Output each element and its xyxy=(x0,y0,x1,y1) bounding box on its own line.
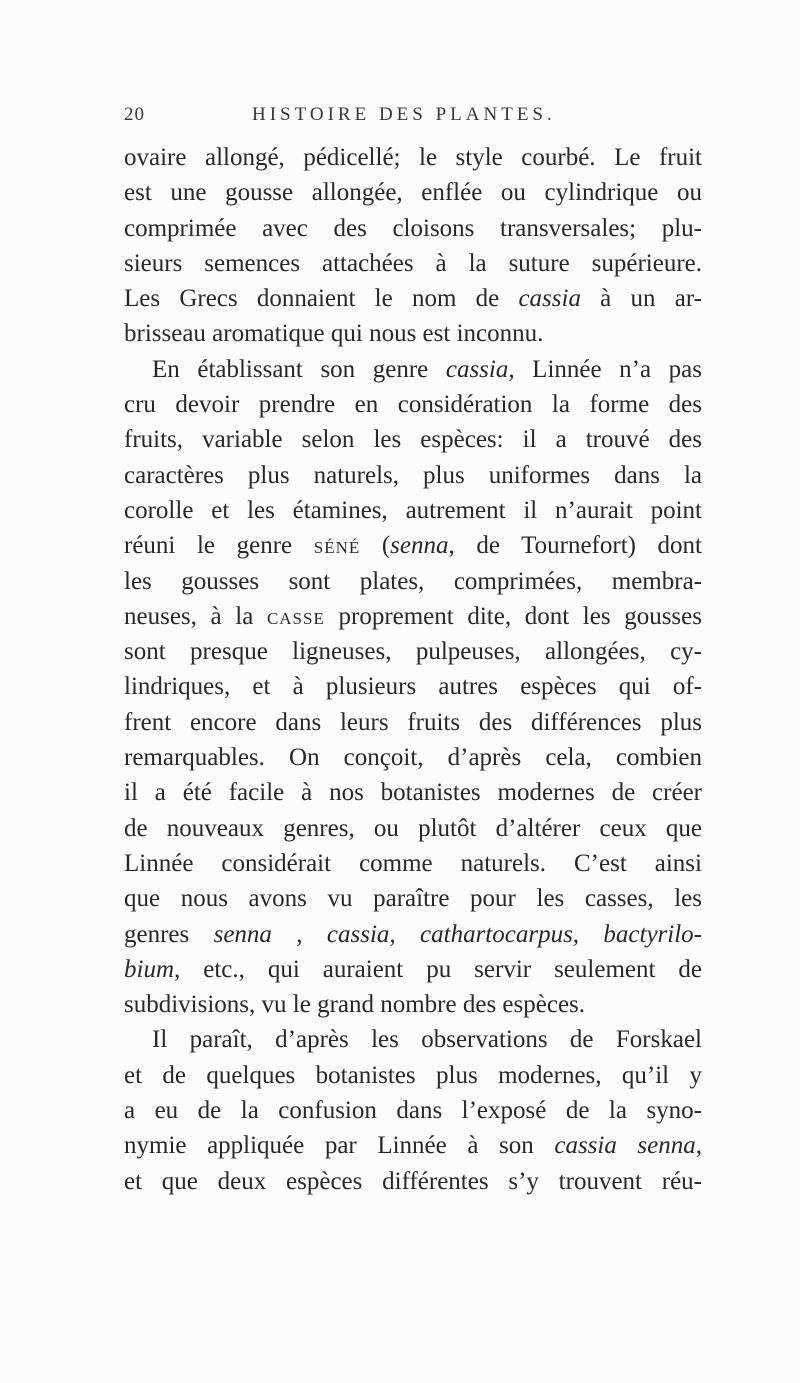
body-text xyxy=(124,140,702,1199)
text-run: de nouveaux genres, ou plutôt d’altérer ceux que xyxy=(124,814,702,842)
text-line xyxy=(124,246,702,281)
text-run: En établissant son genre xyxy=(152,355,446,383)
text-line xyxy=(124,1058,702,1093)
italic-term: cassia xyxy=(518,285,581,313)
text-line xyxy=(124,917,702,952)
running-title: HISTOIRE DES PLANTES. xyxy=(252,104,556,125)
text-run: à un ar- xyxy=(580,285,702,313)
text-run: comprimée avec des cloisons transversales; plu- xyxy=(124,214,702,242)
text-line xyxy=(124,493,702,528)
text-run: genres xyxy=(124,920,214,948)
text-line xyxy=(124,1164,702,1199)
text-line xyxy=(124,175,702,210)
italic-term: senna xyxy=(390,532,449,560)
text-run: nymie appliquée par Linnée à son xyxy=(124,1132,555,1160)
text-line xyxy=(124,1128,702,1163)
text-run: Il paraît, d’après les observations de Forskael xyxy=(152,1026,702,1054)
text-run: ovaire allongé, pédicellé; le style courbé. Le fruit xyxy=(124,144,702,171)
italic-term: bium, xyxy=(124,955,181,983)
text-run: réuni le genre xyxy=(124,532,314,560)
text-line xyxy=(124,599,702,634)
text-run: et que deux espèces différentes s’y trouvent réu- xyxy=(124,1167,702,1195)
text-line xyxy=(124,775,702,810)
text-run: que nous avons vu paraître pour les casses, les xyxy=(124,885,702,913)
text-run: caractères plus naturels, plus uniformes dans la xyxy=(124,461,702,489)
text-line xyxy=(124,316,702,351)
text-run: frent encore dans leurs fruits des différences plus xyxy=(124,708,702,736)
text-run: Linnée considérait comme naturels. C’est ainsi xyxy=(124,849,702,877)
text-run: sieurs semences attachées à la suture supérieure. xyxy=(124,249,702,277)
text-run: a eu de la confusion dans l’exposé de la syno- xyxy=(124,1097,702,1125)
text-line xyxy=(124,387,702,422)
text-line xyxy=(124,211,702,246)
text-line xyxy=(124,634,702,669)
text-run: sont presque ligneuses, pulpeuses, allongées, cy- xyxy=(124,638,702,666)
text-line xyxy=(124,352,702,387)
text-line xyxy=(124,458,702,493)
text-run: brisseau aromatique qui nous est inconnu. xyxy=(124,320,544,348)
text-run: remarquables. On conçoit, d’après cela, combien xyxy=(124,744,702,772)
running-head xyxy=(124,104,704,134)
text-run: les gousses sont plates, comprimées, membra- xyxy=(124,567,702,595)
italic-term: cassia, xyxy=(445,355,515,383)
italic-term: senna , cassia, cathartocarpus, bactyrilo- xyxy=(213,920,702,948)
text-line xyxy=(124,1022,702,1057)
text-run: subdivisions, vu le grand nombre des espèces. xyxy=(124,991,586,1019)
text-run: Linnée n’a pas xyxy=(514,355,702,383)
text-line xyxy=(124,952,702,987)
text-line xyxy=(124,846,702,881)
small-caps-term: CASSE xyxy=(266,608,325,628)
text-line xyxy=(124,564,702,599)
text-run: cru devoir prendre en considération la forme des xyxy=(124,391,702,419)
text-run: ( xyxy=(360,532,391,560)
text-line xyxy=(124,281,702,316)
text-line xyxy=(124,669,702,704)
text-run: corolle et les étamines, autrement il n’aurait point xyxy=(124,496,702,524)
small-caps-term: SÉNÉ xyxy=(313,538,361,558)
text-line xyxy=(124,1093,702,1128)
text-line xyxy=(124,705,702,740)
text-run: , xyxy=(695,1132,703,1160)
italic-term: cassia senna xyxy=(554,1132,696,1160)
text-line xyxy=(124,528,702,563)
text-run: neuses, à la xyxy=(124,602,267,630)
text-line xyxy=(124,987,702,1022)
text-line xyxy=(124,881,702,916)
text-line xyxy=(124,811,702,846)
text-run: Les Grecs donnaient le nom de xyxy=(124,285,519,313)
text-run: proprement dite, dont les gousses xyxy=(324,602,702,630)
text-run: fruits, variable selon les espèces: il a trouvé des xyxy=(124,426,702,454)
text-run: est une gousse allongée, enflée ou cylindrique ou xyxy=(124,179,702,207)
text-line xyxy=(124,422,702,457)
text-run: , de Tournefort) dont xyxy=(448,532,703,560)
page-number: 20 xyxy=(124,104,145,125)
text-run: et de quelques botanistes plus modernes, qu’il y xyxy=(124,1061,702,1089)
text-run: etc., qui auraient pu servir seulement de xyxy=(180,955,702,983)
text-line xyxy=(124,740,702,775)
text-run: il a été facile à nos botanistes modernes de créer xyxy=(124,779,702,807)
text-run: lindriques, et à plusieurs autres espèces qui of- xyxy=(124,673,702,701)
text-line xyxy=(124,140,702,175)
